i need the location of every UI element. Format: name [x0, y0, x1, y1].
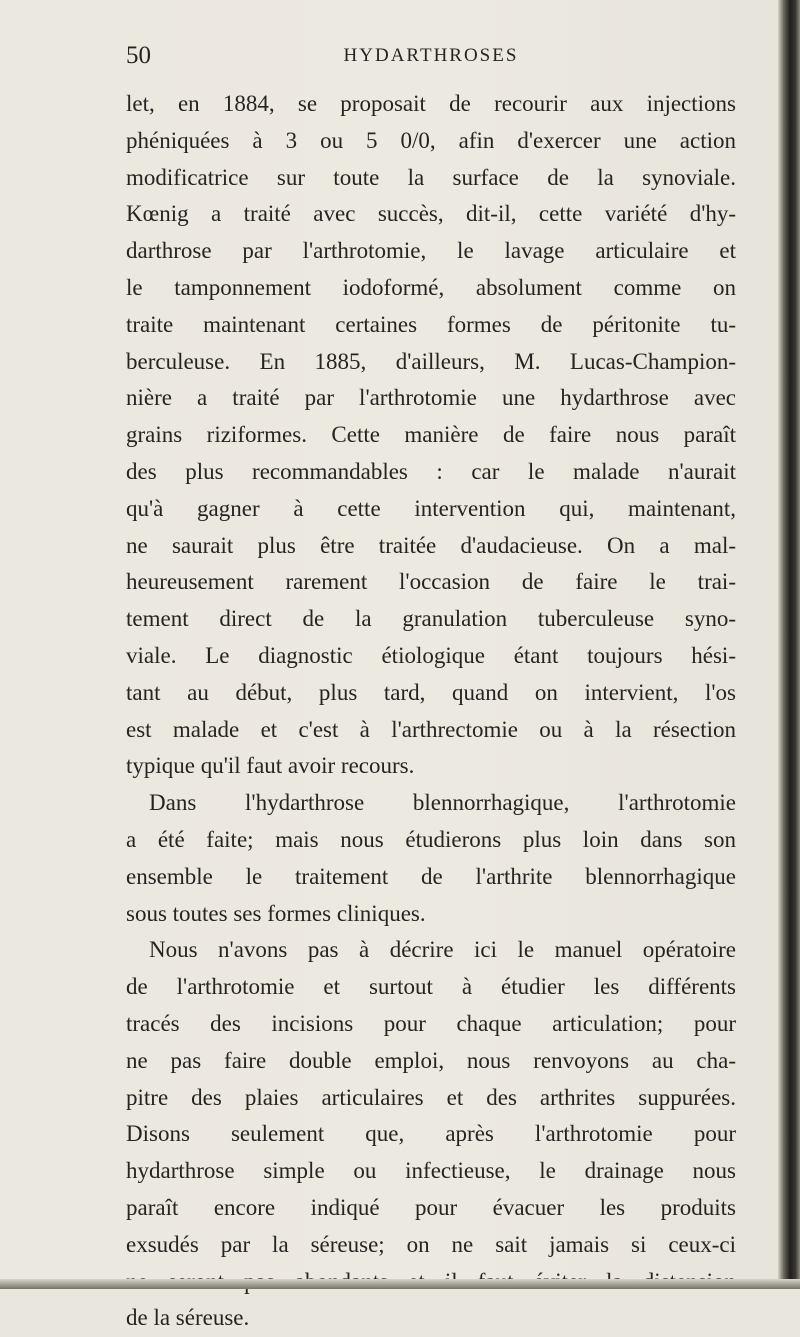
text-line: ensemble le traitement de l'arthrite blennorrhagique: [126, 863, 736, 889]
text-line: de l'arthrotomie et surtout à étudier les différents: [126, 974, 736, 1000]
text-line: grains riziformes. Cette manière de faire nous paraît: [126, 422, 736, 448]
book-spine-shadow: [778, 0, 800, 1289]
text-line: des plus recommandables : car le malade n'aurait: [126, 458, 736, 484]
text-line: de la séreuse.: [126, 1305, 250, 1331]
text-line: berculeuse. En 1885, d'ailleurs, M. Lucas-Champion-: [126, 348, 736, 374]
text-line: Disons seulement que, après l'arthrotomie pour: [126, 1121, 736, 1147]
text-line: est malade et c'est à l'arthrectomie ou à la résection: [126, 716, 736, 742]
body-text: [126, 86, 736, 1337]
text-line: Nous n'avons pas à décrire ici le manuel opératoire: [149, 937, 736, 963]
text-line: phéniquées à 3 ou 5 0/0, afin d'exercer une action: [126, 127, 736, 153]
text-line: Kœnig a traité avec succès, dit-il, cette variété d'hy-: [126, 201, 736, 227]
text-line: paraît encore indiqué pour évacuer les produits: [126, 1194, 736, 1220]
text-line: pitre des plaies articulaires et des arthrites suppurées.: [126, 1084, 736, 1110]
text-line: exsudés par la séreuse; on ne sait jamais si ceux-ci: [126, 1231, 736, 1257]
text-line: a été faite; mais nous étudierons plus loin dans son: [126, 826, 736, 852]
text-line: le tamponnement iodoformé, absolument comme on: [126, 274, 736, 300]
running-header: [126, 42, 736, 74]
text-line: darthrose par l'arthrotomie, le lavage articulaire et: [126, 238, 736, 264]
text-line: ne saurait plus être traitée d'audacieuse. On a mal-: [126, 532, 736, 558]
text-line: hydarthrose simple ou infectieuse, le drainage nous: [126, 1158, 736, 1184]
text-line: ne pas faire double emploi, nous renvoyons au cha-: [126, 1047, 736, 1073]
page-number: 50: [126, 42, 151, 69]
text-line: heureusement rarement l'occasion de faire le trai-: [126, 569, 736, 595]
running-title: HYDARTHROSES: [343, 45, 519, 66]
text-line: viale. Le diagnostic étiologique étant toujours hési-: [126, 642, 736, 668]
text-line: modificatrice sur toute la surface de la synoviale.: [126, 164, 736, 190]
text-line: tant au début, plus tard, quand on intervient, l'os: [126, 679, 736, 705]
text-line: tracés des incisions pour chaque articulation; pour: [126, 1010, 736, 1036]
text-line: Dans l'hydarthrose blennorrhagique, l'arthrotomie: [149, 790, 736, 816]
text-line: qu'à gagner à cette intervention qui, maintenant,: [126, 495, 736, 521]
text-line: tement direct de la granulation tuberculeuse syno-: [126, 606, 736, 632]
text-line: sous toutes ses formes cliniques.: [126, 900, 426, 926]
text-line: let, en 1884, se proposait de recourir aux injections: [126, 91, 736, 116]
text-line: traite maintenant certaines formes de péritonite tu-: [126, 311, 736, 337]
page-bottom-edge: [0, 1279, 800, 1289]
text-line: nière a traité par l'arthrotomie une hydarthrose avec: [126, 385, 736, 411]
text-line: typique qu'il faut avoir recours.: [126, 753, 415, 779]
